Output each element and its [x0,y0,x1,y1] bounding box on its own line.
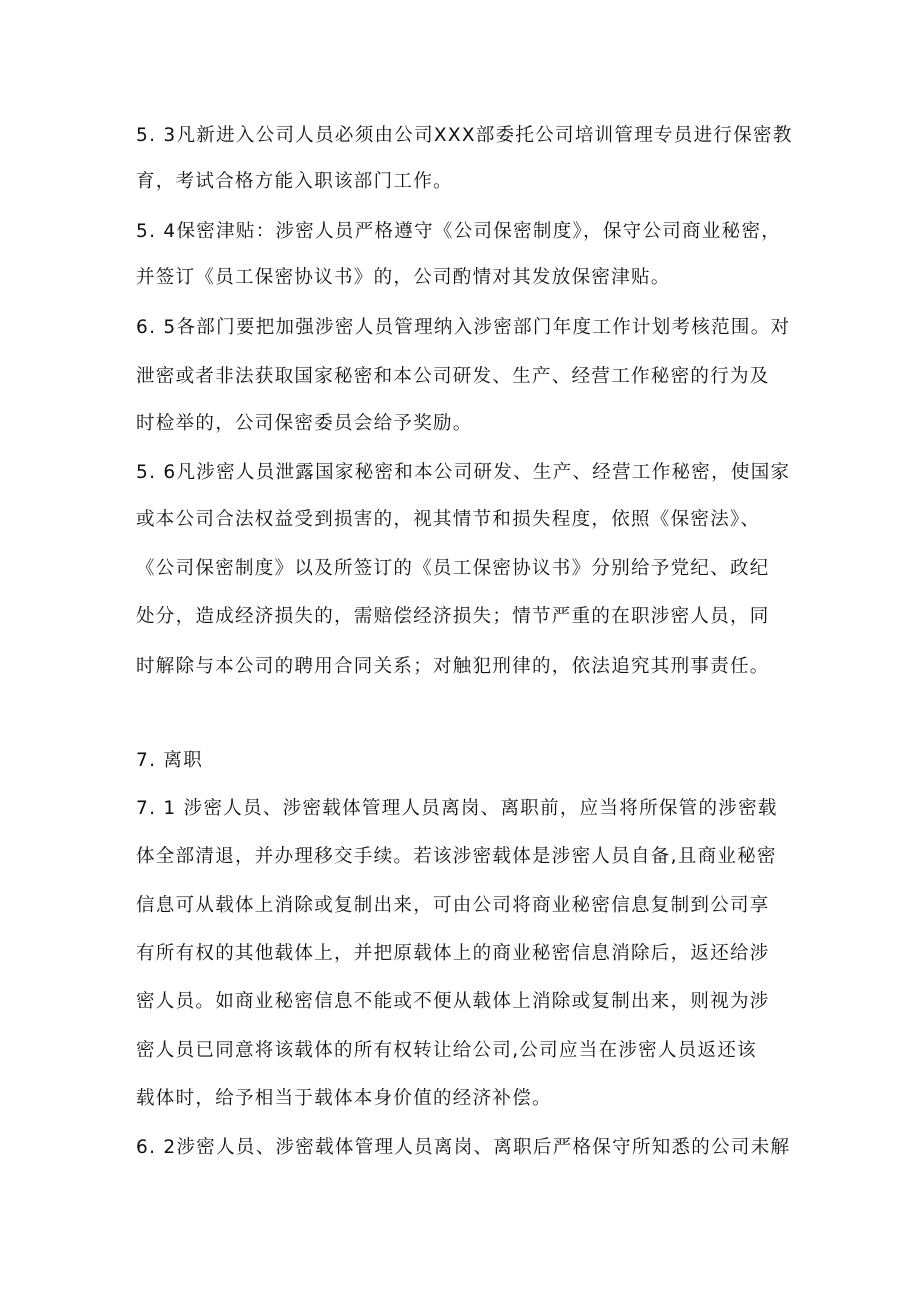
text-line: 处分，造成经济损失的，需赔偿经济损失；情节严重的在职涉密人员，同 [136,606,770,627]
text-line: 信息可从载体上消除或复制出来，可由公司将商业秘密信息复制到公司享 [136,895,770,916]
text-line: 或本公司合法权益受到损害的，视其情节和损失程度，依照《保密法》、 [136,509,761,530]
text-line: 5. 3凡新进入公司人员必须由公司XXX部委托公司培训管理专员进行保密教 [136,125,793,146]
text-line: 体全部清退，并办理移交手续。若该涉密载体是涉密人员自备,且商业秘密 [136,846,777,867]
section-heading: 7. 离职 [136,750,204,771]
text-line: 时解除与本公司的聘用合同关系；对触犯刑律的，依法追究其刑事责任。 [136,656,770,677]
text-line: 5. 4保密津贴：涉密人员严格遵守《公司保密制度》，保守公司商业秘密， [136,221,782,242]
text-line: 密人员已同意将该载体的所有权转让给公司,公司应当在涉密人员返还该 [136,1040,757,1061]
text-line: 7. 1 涉密人员、涉密载体管理人员离岗、离职前，应当将所保管的涉密载 [136,798,778,819]
text-line: 有所有权的其他载体上，并把原载体上的商业秘密信息消除后，返还给涉 [136,943,770,964]
text-line: 密人员。如商业秘密信息不能或不便从载体上消除或复制出来，则视为涉 [136,991,770,1012]
text-line: 6. 2涉密人员、涉密载体管理人员离岗、离职后严格保守所知悉的公司未解 [136,1137,791,1158]
text-line: 6. 5各部门要把加强涉密人员管理纳入涉密部门年度工作计划考核范围。对 [136,317,791,338]
text-line: 5. 6凡涉密人员泄露国家秘密和本公司研发、生产、经营工作秘密，使国家 [136,462,791,483]
text-line: 并签订《员工保密协议书》的，公司酌情对其发放保密津贴。 [136,267,671,288]
text-line: 载体时，给予相当于载体本身价值的经济补偿。 [136,1088,552,1109]
text-line: 时检举的，公司保密委员会给予奖励。 [136,413,473,434]
text-line: 泄密或者非法获取国家秘密和本公司研发、生产、经营工作秘密的行为及 [136,366,770,387]
text-line: 育，考试合格方能入职该部门工作。 [136,171,453,192]
text-line: 《公司保密制度》以及所签订的《员工保密协议书》分别给予党纪、政纪 [136,558,770,579]
